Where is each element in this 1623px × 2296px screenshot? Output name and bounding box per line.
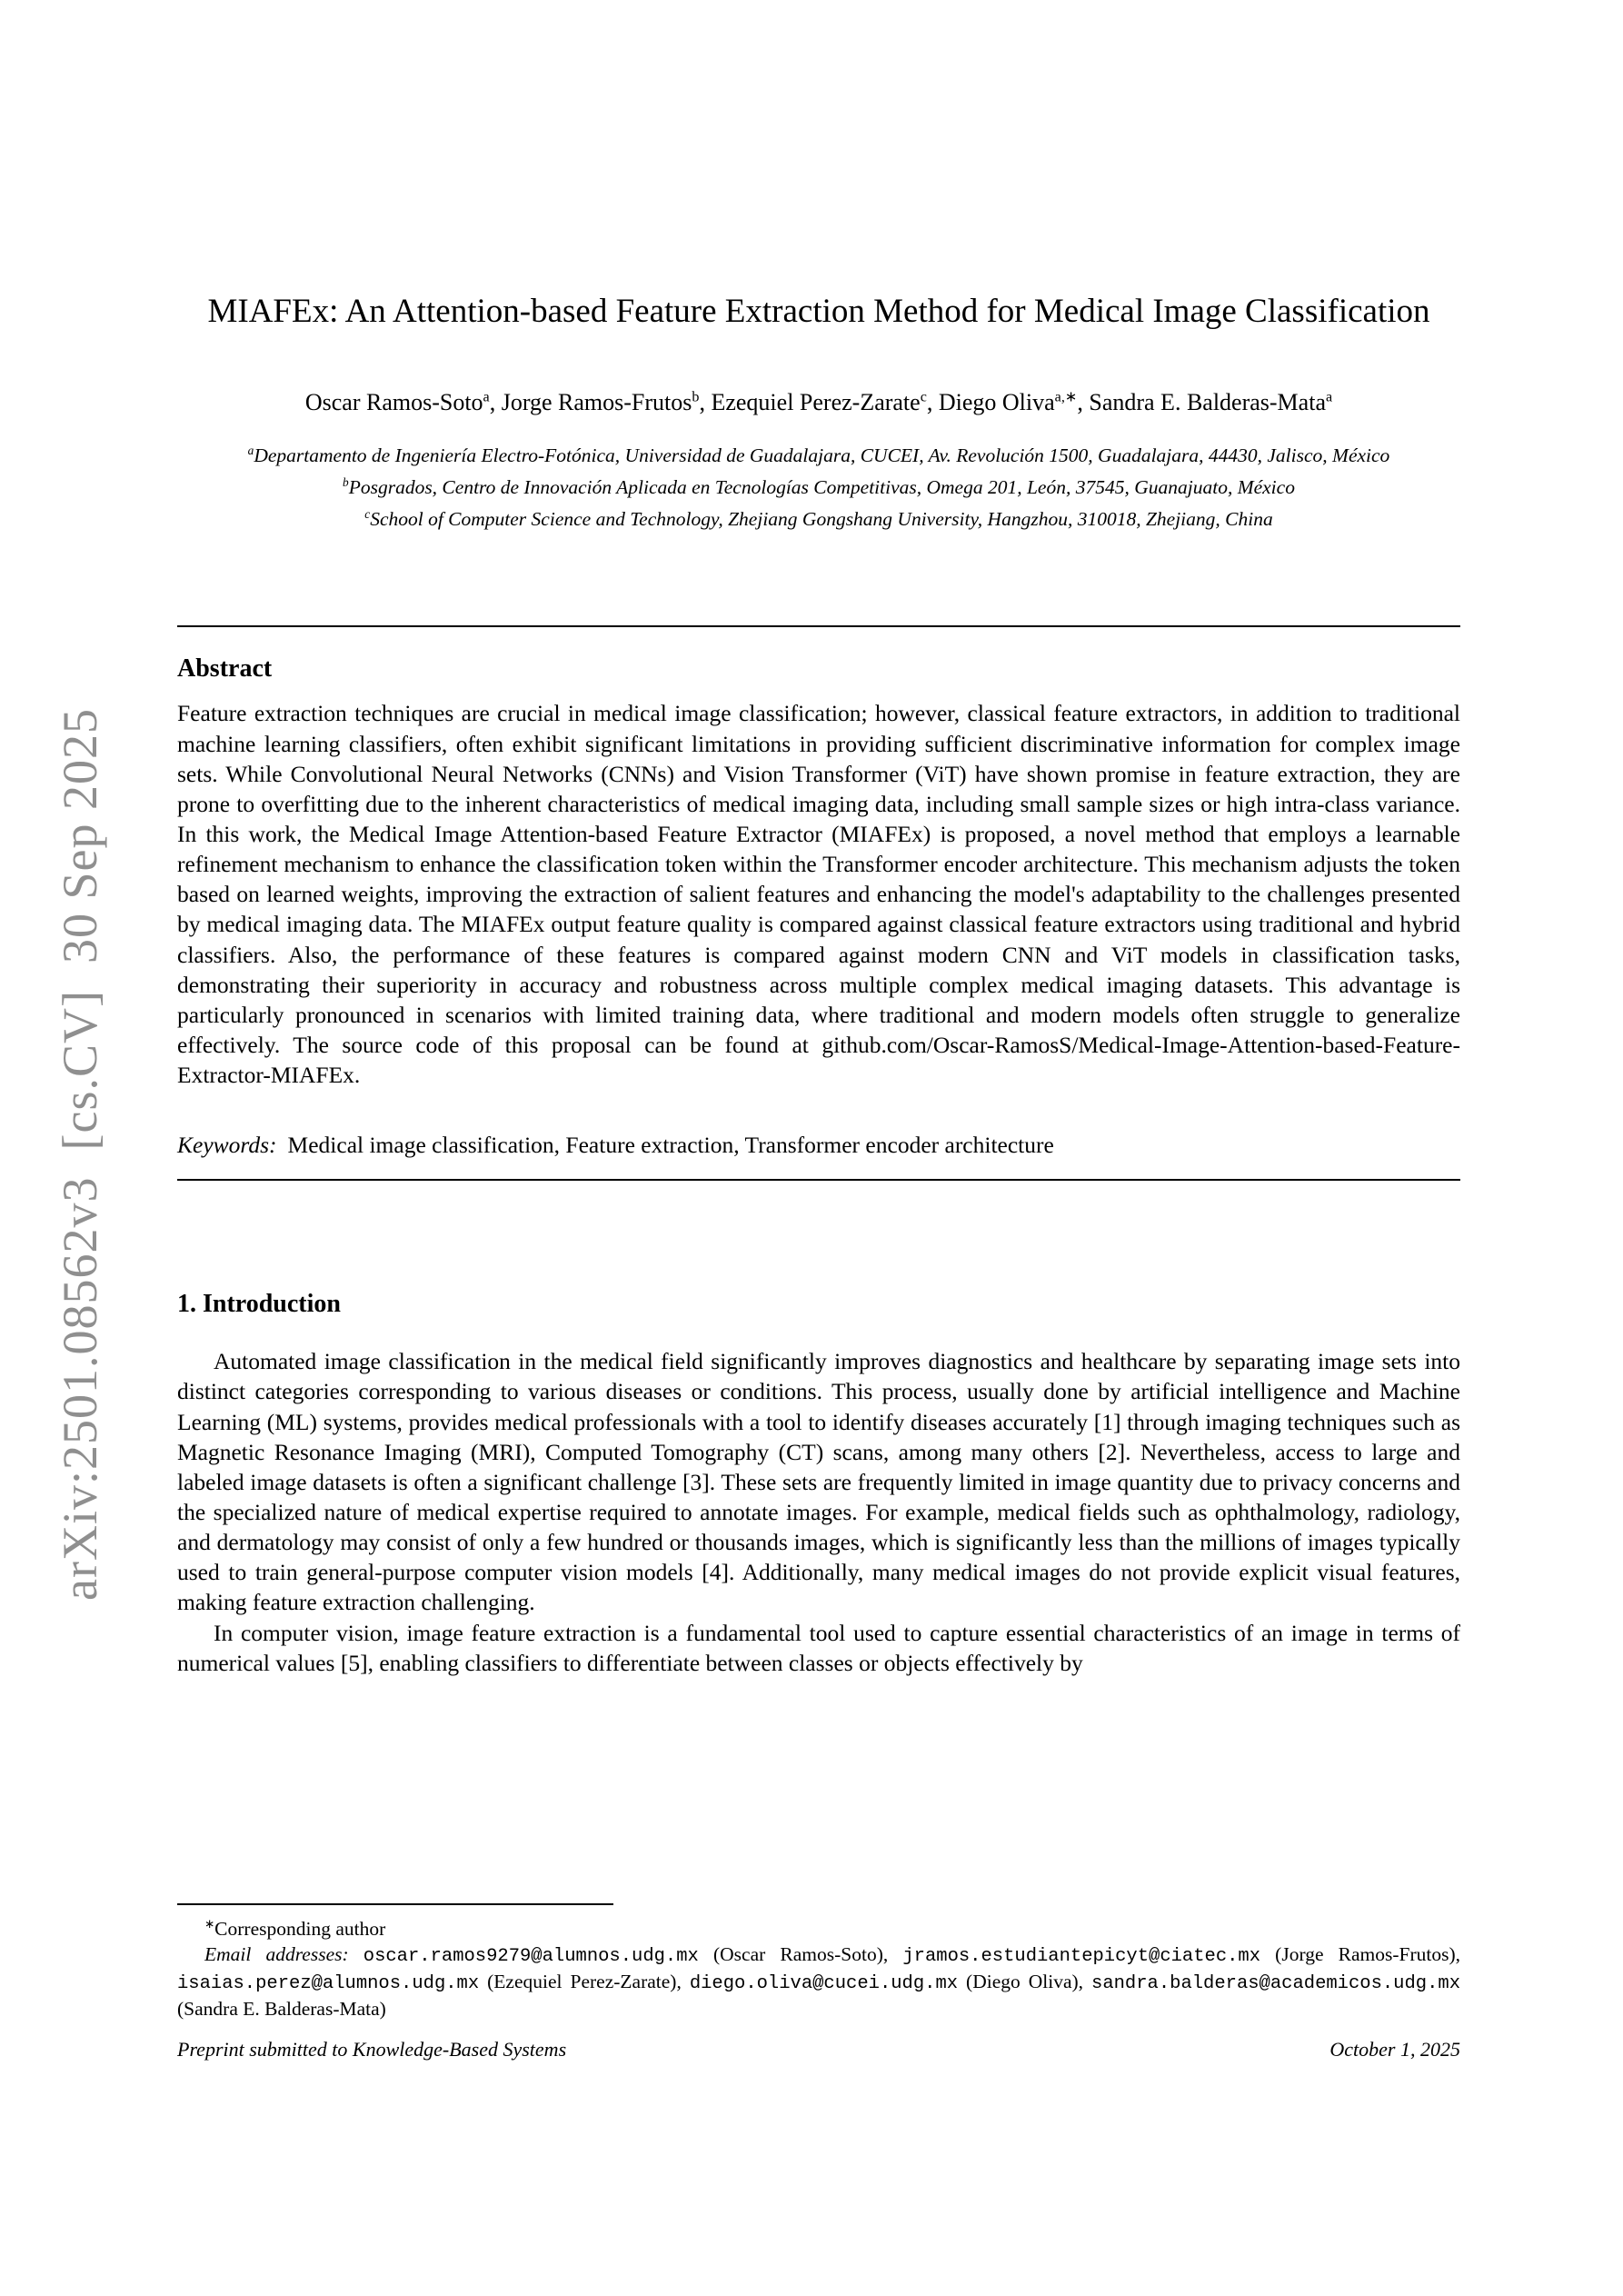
email-owner: (Sandra E. Balderas-Mata) <box>177 1998 386 2021</box>
affiliation-line <box>177 472 1460 504</box>
email-owner: (Ezequiel Perez-Zarate), <box>487 1971 682 1993</box>
email-address: oscar.ramos9279@alumnos.udg.mx <box>363 1946 699 1968</box>
footnote-block <box>177 1916 1460 2022</box>
affiliation-list <box>177 440 1460 534</box>
author <box>305 389 502 415</box>
footnote-marker: ∗ <box>204 1916 215 1931</box>
author-list <box>177 389 1460 416</box>
abstract-top-rule <box>177 625 1460 627</box>
author-name: Sandra E. Balderas-Mata <box>1089 388 1326 415</box>
author-name: Diego Oliva <box>938 388 1055 415</box>
author-name: Oscar Ramos-Soto <box>304 388 483 415</box>
email-owner: (Diego Oliva), <box>966 1971 1084 1993</box>
author <box>502 389 712 415</box>
author-affiliation-marker: a,∗ <box>1054 389 1078 405</box>
affiliation-marker: c <box>364 506 371 521</box>
abstract-heading: Abstract <box>177 654 273 684</box>
author-affiliation-marker: a <box>1325 389 1333 405</box>
email-addresses <box>177 1942 1460 2021</box>
footer-date: October 1, 2025 <box>1329 2038 1460 2061</box>
email-addresses-label: Email addresses: <box>204 1943 349 1966</box>
affiliation-line <box>177 504 1460 535</box>
page-footer <box>177 2038 1460 2061</box>
email-owner: (Jorge Ramos-Frutos), <box>1275 1943 1461 1966</box>
section-heading-introduction: 1. Introduction <box>177 1290 341 1319</box>
author-separator: , <box>699 388 712 415</box>
email-address: isaias.perez@alumnos.udg.mx <box>177 1973 480 1995</box>
affiliation-marker: a <box>247 443 254 457</box>
author-name: Jorge Ramos-Frutos <box>501 388 692 415</box>
abstract-text: Feature extraction techniques are crucial in medical image classification; however, classical feature extractors, in addition to traditional machine learning classifiers, often exhibit significant limitations in providing sufficient discriminative information for complex image sets. While Convolutional Neural Networks (CNNs) and Vision Transformer (ViT) have shown promise in feature extraction, they are prone to overfitting due to the inherent characteristics of medical imaging data, including small sample sizes or high intra-class variance. In this work, the Medical Image Attention-based Feature Extractor (MIAFEx) is proposed, a novel method that employs a learnable refinement mechanism to enhance the classification token within the Transformer encoder architecture. This mechanism adjusts the token based on learned weights, improving the extraction of salient features and enhancing the model's adaptability to the challenges presented by medical imaging data. The MIAFEx output feature quality is compared against classical feature extractors using traditional and hybrid classifiers. Also, the performance of these features is compared against modern CNN and ViT models in classification tasks, demonstrating their superiority in accuracy and robustness across multiple complex medical imaging datasets. This advantage is particularly pronounced in scenarios with limited training data, where traditional and modern models often struggle to generalize effectively. The source code of this proposal can be found at github.com/Oscar-RamosS/Medical-Image-Attention-based-Feature-Extractor-MIAFEx. <box>177 700 1460 1089</box>
email-address: sandra.balderas@academicos.udg.mx <box>1091 1973 1460 1995</box>
author-affiliation-marker: a <box>483 389 490 405</box>
author-affiliation-marker: b <box>692 389 700 405</box>
author-separator: , <box>1077 388 1090 415</box>
corresponding-author-text: Corresponding author <box>214 1918 386 1940</box>
paper-title: MIAFEx: An Attention-based Feature Extraction Method for Medical Image Classification <box>207 293 1430 330</box>
affiliation-text: Posgrados, Centro de Innovación Aplicada en Tecnologías Competitivas, Omega 201, León, 37545, Guanajuato, México <box>348 475 1295 498</box>
affiliation-text: Departamento de Ingeniería Electro-Fotónica, Universidad de Guadalajara, CUCEI, Av. Revolución 1500, Guadalajara, 44430, Jalisco, México <box>254 444 1390 466</box>
author <box>1089 389 1332 415</box>
keywords-text: Medical image classification, Feature extraction, Transformer encoder architecture <box>287 1132 1054 1159</box>
author <box>939 389 1090 415</box>
author-separator: , <box>926 388 939 415</box>
author-separator: , <box>489 388 502 415</box>
email-address: jramos.estudiantepicyt@ciatec.mx <box>902 1946 1261 1968</box>
footnote-rule <box>177 1903 613 1905</box>
footer-journal-note: Preprint submitted to Knowledge-Based Systems <box>177 2038 567 2061</box>
affiliation-marker: b <box>343 474 349 489</box>
email-address: diego.oliva@cucei.udg.mx <box>689 1973 959 1995</box>
keywords-label: Keywords: <box>177 1132 277 1159</box>
author-affiliation-marker: c <box>920 389 927 405</box>
arxiv-stamp: arXiv:2501.08562v3 [cs.CV] 30 Sep 2025 <box>53 708 107 1601</box>
abstract-bottom-rule <box>177 1179 1460 1181</box>
email-owner: (Oscar Ramos-Soto), <box>712 1943 889 1966</box>
keywords-line <box>177 1132 1460 1159</box>
author-name: Ezequiel Perez-Zarate <box>711 388 921 415</box>
intro-paragraph-2: In computer vision, image feature extraction is a fundamental tool used to capture essential characteristics of an image in terms of numerical values [5], enabling classifiers to differentiate between classes or objects effectively by <box>177 1619 1460 1676</box>
affiliation-line <box>177 440 1460 472</box>
corresponding-author-note <box>177 1916 1460 1942</box>
intro-paragraph-1: Automated image classification in the medical field significantly improves diagnostics and healthcare by separating image sets into distinct categories corresponding to various diseases or conditions. This process, usually done by artificial intelligence and Machine Learning (ML) systems, provides medical professionals with a tool to identify diseases accurately [1] through imaging techniques such as Magnetic Resonance Imaging (MRI), Computed Tomography (CT) scans, among many others [2]. Nevertheless, access to large and labeled image datasets is often a significant challenge [3]. These sets are frequently limited in image quantity due to privacy concerns and the specialized nature of medical expertise required to annotate images. For example, medical fields such as ophthalmology, radiology, and dermatology may consist of only a few hundred or thousands images, which is significantly less than the millions of images typically used to train general-purpose computer vision models [4]. Additionally, many medical images do not provide explicit visual features, making feature extraction challenging. <box>177 1348 1460 1616</box>
author <box>711 389 938 415</box>
page-content <box>177 0 1460 1678</box>
affiliation-text: School of Computer Science and Technology, Zhejiang Gongshang University, Hangzhou, 310018, Zhejiang, China <box>370 507 1273 530</box>
